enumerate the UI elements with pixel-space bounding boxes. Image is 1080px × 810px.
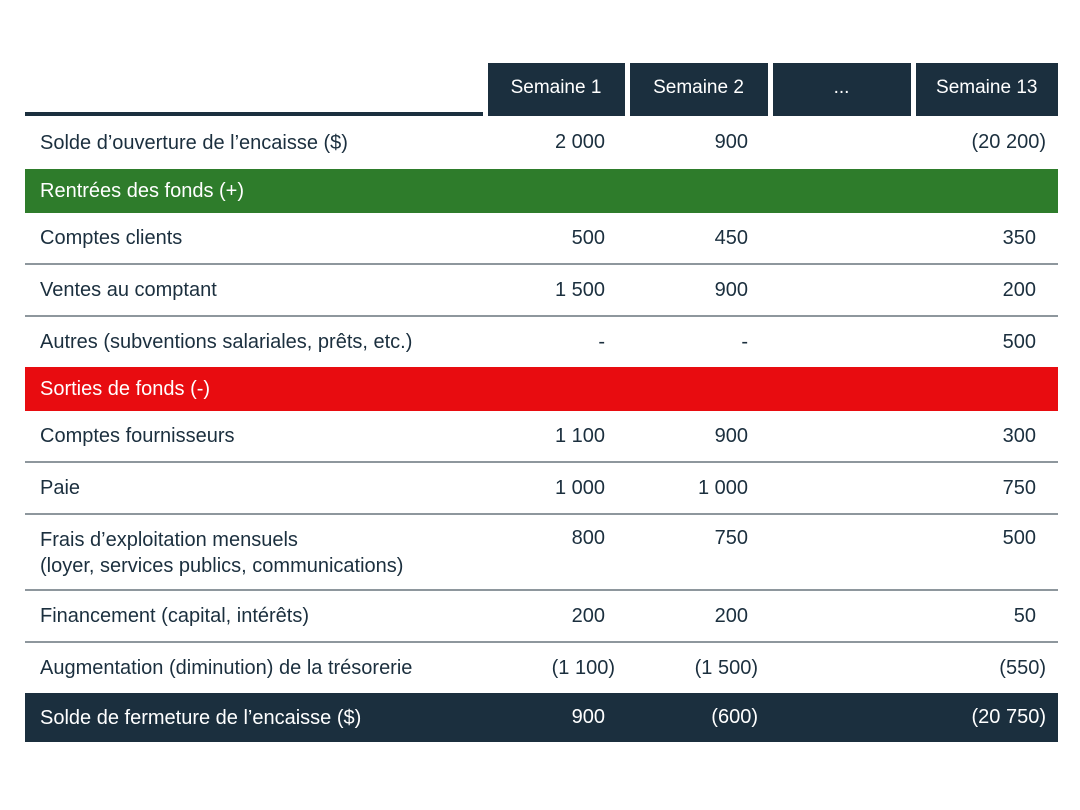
cell-value-col1	[485, 264, 627, 316]
section-band-row-red	[25, 367, 1058, 411]
cell-value-col2	[627, 462, 770, 514]
table-row	[25, 114, 1058, 169]
cell-value-col2	[627, 213, 770, 264]
cell-value-col3	[770, 114, 913, 169]
row-label	[25, 316, 485, 367]
cell-value-col2	[627, 590, 770, 642]
row-label-line1: Ventes au comptant	[40, 279, 217, 301]
row-label	[25, 642, 485, 693]
row-label	[25, 514, 485, 590]
row-label-line1: Comptes fournisseurs	[40, 425, 235, 447]
cell-value-col1	[485, 411, 627, 462]
cell-value-text: 500	[571, 226, 605, 249]
column-header-1: Semaine 1	[485, 63, 627, 114]
cell-value-text: 200	[714, 604, 748, 627]
section-band-row-green	[25, 169, 1058, 213]
cell-value-col1	[485, 642, 627, 693]
table-body	[25, 114, 1058, 742]
row-label	[25, 590, 485, 642]
cell-value-text: 500	[1002, 527, 1036, 549]
cell-value-col4	[913, 114, 1058, 169]
cell-value-col4	[913, 264, 1058, 316]
cell-value-col1	[485, 213, 627, 264]
cell-value-col4	[913, 514, 1058, 590]
cell-value-text: 900	[714, 424, 748, 447]
cell-value-col3	[770, 411, 913, 462]
cell-value-col2	[627, 264, 770, 316]
cell-value-text: 300	[1002, 424, 1036, 447]
cell-value-text: 350	[1002, 226, 1036, 249]
cell-value-text: 200	[571, 604, 605, 627]
column-header-2: Semaine 2	[627, 63, 770, 114]
row-label	[25, 411, 485, 462]
cell-value-col1	[485, 316, 627, 367]
cash-budget-table-container	[25, 63, 1058, 742]
cell-value-col2	[627, 642, 770, 693]
cell-value-col1	[485, 590, 627, 642]
cell-value-col4	[913, 462, 1058, 514]
cell-value-text: 50	[1013, 604, 1036, 627]
table-row	[25, 213, 1058, 264]
table-row	[25, 590, 1058, 642]
row-label-line1: Autres (subventions salariales, prêts, etc.)	[40, 331, 413, 353]
table-row	[25, 462, 1058, 514]
cell-value-col4	[913, 411, 1058, 462]
section-band-label: Sorties de fonds (-)	[25, 367, 1058, 411]
cash-budget-table	[25, 63, 1058, 742]
cell-value-text: (550)	[999, 656, 1046, 679]
cell-value-text: 1 000	[697, 476, 748, 499]
row-label	[25, 462, 485, 514]
cell-value-text: 450	[714, 226, 748, 249]
cell-value-col2	[627, 114, 770, 169]
section-band-label: Rentrées des fonds (+)	[25, 169, 1058, 213]
cell-value-text: 900	[714, 131, 748, 153]
total-row	[25, 693, 1058, 742]
row-label	[25, 114, 485, 169]
cell-value-col4	[913, 213, 1058, 264]
cell-value-text: -	[741, 330, 748, 353]
cell-value-col2	[627, 693, 770, 742]
cell-value-text: (20 750)	[971, 706, 1046, 728]
cell-value-text: (20 200)	[971, 131, 1046, 153]
cell-value-col3	[770, 590, 913, 642]
row-label-line1: Solde d’ouverture de l’encaisse ($)	[40, 131, 348, 154]
cell-value-text: (1 100)	[551, 656, 615, 679]
row-label-line1: Solde de fermeture de l’encaisse ($)	[40, 706, 362, 729]
cell-value-col4	[913, 693, 1058, 742]
row-label-line1: Frais d’exploitation mensuels	[40, 529, 298, 551]
cell-value-text: 750	[1002, 476, 1036, 499]
table-corner-cell	[25, 63, 485, 114]
cell-value-text: (600)	[711, 706, 758, 728]
cell-value-text: (1 500)	[694, 656, 758, 679]
table-row	[25, 411, 1058, 462]
table-header-row	[25, 63, 1058, 114]
table-row	[25, 642, 1058, 693]
cell-value-col3	[770, 264, 913, 316]
cell-value-col1	[485, 114, 627, 169]
column-header-3: ...	[770, 63, 913, 114]
cell-value-col3	[770, 316, 913, 367]
cell-value-col1	[485, 462, 627, 514]
cell-value-col1	[485, 693, 627, 742]
row-label-line1: Paie	[40, 477, 81, 499]
cell-value-col3	[770, 642, 913, 693]
cell-value-text: 900	[714, 278, 748, 301]
cell-value-col1	[485, 514, 627, 590]
cell-value-col4	[913, 590, 1058, 642]
cell-value-col2	[627, 316, 770, 367]
row-label-line2: (loyer, services publics, communications)	[40, 555, 404, 577]
row-label	[25, 693, 485, 742]
cell-value-text: 750	[714, 527, 748, 549]
table-row	[25, 316, 1058, 367]
cell-value-text: 900	[571, 706, 605, 728]
cell-value-col3	[770, 213, 913, 264]
cell-value-col3	[770, 514, 913, 590]
cell-value-text: 1 100	[554, 424, 605, 447]
row-label	[25, 264, 485, 316]
cell-value-text: -	[598, 330, 605, 353]
cell-value-text: 1 500	[554, 278, 605, 301]
row-label-line1: Comptes clients	[40, 227, 183, 249]
row-label-line1: Augmentation (diminution) de la trésorerie	[40, 657, 413, 679]
cell-value-col2	[627, 411, 770, 462]
row-label-line1: Financement (capital, intérêts)	[40, 605, 310, 627]
cell-value-text: 200	[1002, 278, 1036, 301]
cell-value-col3	[770, 462, 913, 514]
table-row	[25, 514, 1058, 590]
cell-value-col2	[627, 514, 770, 590]
cell-value-col3	[770, 693, 913, 742]
cell-value-text: 2 000	[554, 131, 605, 153]
cell-value-col4	[913, 316, 1058, 367]
column-header-4: Semaine 13	[913, 63, 1058, 114]
row-label	[25, 213, 485, 264]
cell-value-text: 800	[571, 527, 605, 549]
cell-value-text: 500	[1002, 330, 1036, 353]
cell-value-text: 1 000	[554, 476, 605, 499]
cell-value-col4	[913, 642, 1058, 693]
table-row	[25, 264, 1058, 316]
